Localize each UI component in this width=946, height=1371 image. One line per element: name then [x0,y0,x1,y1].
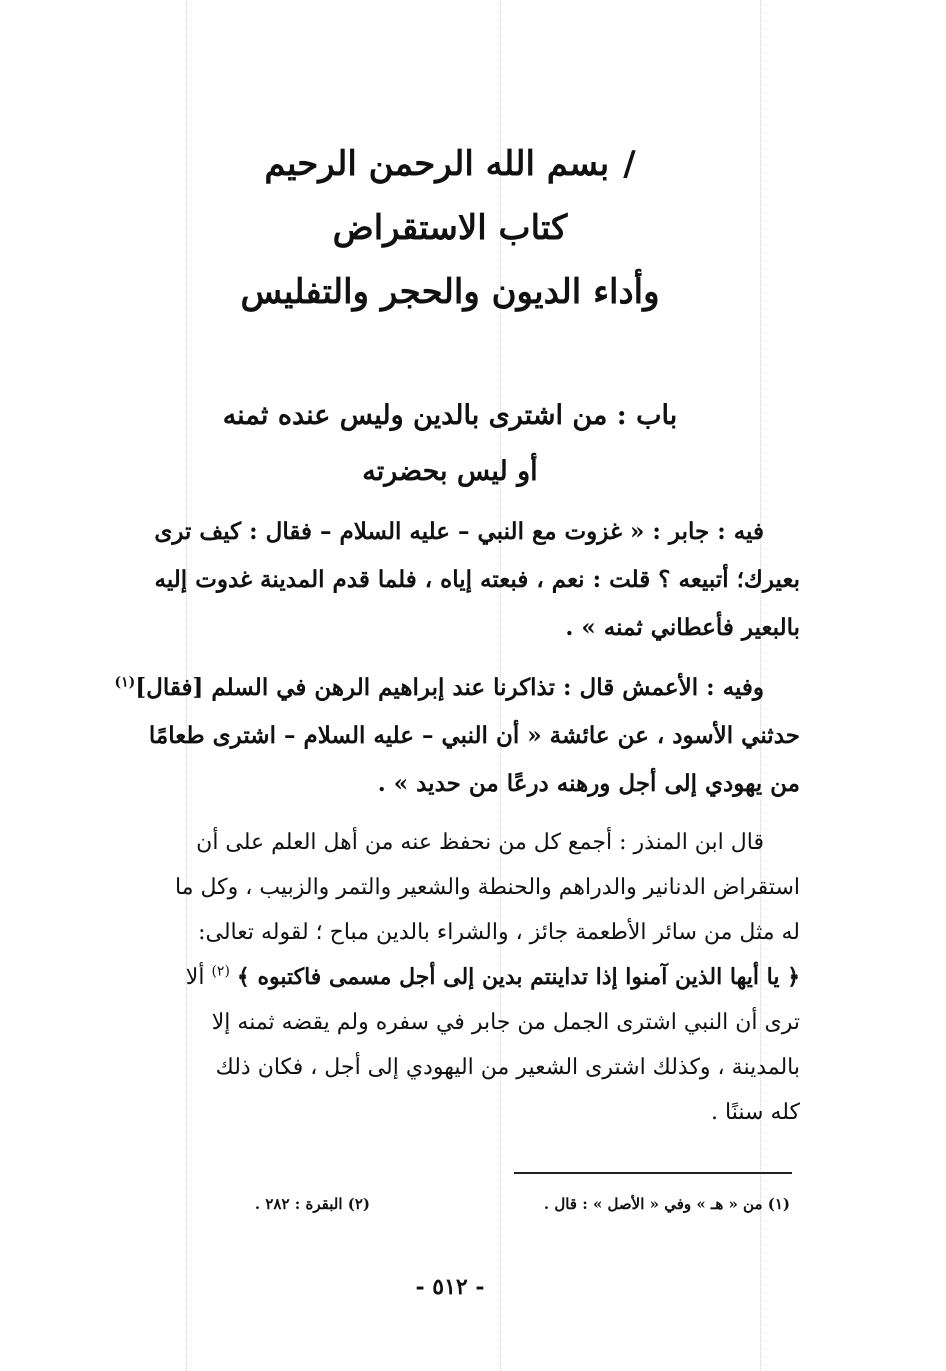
text-line [100,955,800,1000]
text-line: قال ابن المنذر : أجمع كل من نحفظ عنه من أهل العلم على أن [196,830,764,855]
footnote-1: (١) من « هـ » وفي « الأصل » : قال . [543,1195,790,1213]
commentary-paragraph [100,820,800,1135]
text-segment: ألا [185,965,205,990]
chapter-title-line-1: باب : من اشترى بالدين وليس عنده ثمنه [222,400,678,431]
text-line: بعيرك؛ أتبيعه ؟ قلت : نعم ، فبعته إياه ، فلما قدم المدينة غدوت إليه [154,566,800,593]
book-header [100,132,800,324]
text-line: استقراض الدنانير والدراهم والحنطة والشعير والتمر والزبيب ، وكل ما [175,875,800,900]
text-line: ترى أن النبي اشترى الجمل من جابر في سفره ولم يقضه ثمنه إلا [211,1010,800,1035]
book-page [100,0,800,1371]
hadith-aamash-paragraph [100,664,800,808]
footnote-ref-2: (٢) [211,963,230,980]
footnote-ref-1: (١) [114,674,136,691]
basmala-line [100,132,800,196]
footnote-2: (٢) البقرة : ٢٨٢ . [254,1195,370,1213]
book-subtitle: وأداء الديون والحجر والتفليس [240,272,660,312]
text-line: حدثني الأسود ، عن عائشة « أن النبي – عليه السلام – اشترى طعامًا [148,722,800,749]
footnote-divider [514,1172,792,1174]
page-marker-slash: / [623,144,636,184]
text-line: له مثل من سائر الأطعمة جائز ، والشراء بالدين مباح ؛ لقوله تعالى: [198,920,800,945]
page-number: - ٥١٢ - [415,1274,485,1300]
quran-verse: ﴿ يا أيها الذين آمنوا إذا تداينتم بدين إلى أجل مسمى فاكتبوه ﴾ [236,964,800,990]
text-line: كله سننًا . [711,1100,800,1125]
hadith-jabir-paragraph [100,508,800,652]
chapter-heading [100,388,800,500]
text-line [100,664,800,712]
text-line: بالمدينة ، وكذلك اشترى الشعير من اليهودي إلى أجل ، فكان ذلك [215,1055,800,1080]
basmala: بسم الله الرحمن الرحيم [264,144,610,184]
text-line: من يهودي إلى أجل ورهنه درعًا من حديد » . [377,770,800,797]
text-line: فيه : جابر : « غزوت مع النبي – عليه السلام – فقال : كيف ترى [154,518,764,545]
text-line: بالبعير فأعطاني ثمنه » . [565,614,800,641]
chapter-title-line-2: أو ليس بحضرته [362,456,538,487]
book-title: كتاب الاستقراض [332,208,568,248]
text-segment: وفيه : الأعمش قال : تذاكرنا عند إبراهيم الرهن في السلم [فقال] [135,674,764,701]
